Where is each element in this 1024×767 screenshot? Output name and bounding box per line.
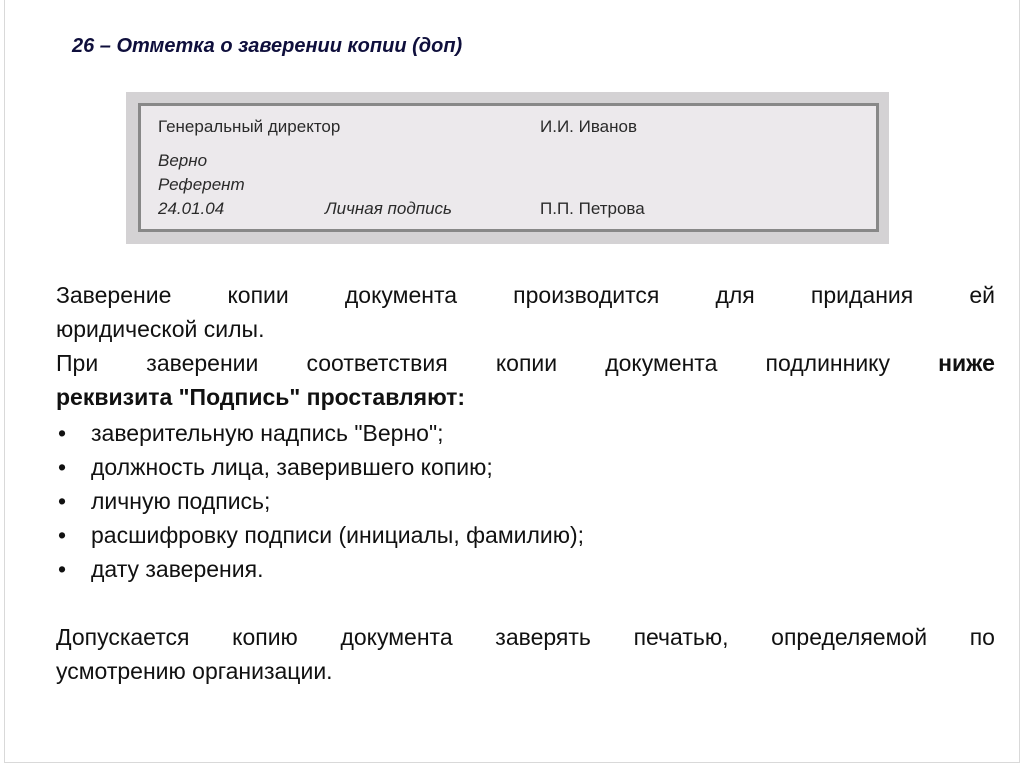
word: придания [810, 282, 914, 308]
list-item: личную подпись; [91, 488, 271, 514]
word: ей [969, 282, 995, 308]
list-item: дату заверения. [91, 556, 264, 582]
paragraph-3-line-1 [56, 620, 995, 654]
word: Заверение [56, 282, 172, 308]
word: документа [605, 350, 718, 376]
bullet-icon: • [58, 488, 67, 514]
word: документа [344, 282, 458, 308]
word: документа [340, 624, 453, 650]
list-item: расшифровку подписи (инициалы, фамилию); [91, 522, 585, 548]
word: определяемой [771, 624, 928, 650]
paragraph-2-line-1 [56, 346, 995, 380]
word: При [56, 350, 99, 376]
word: Допускается [56, 624, 190, 650]
paragraph-2-line-2: реквизита "Подпись" проставляют: [56, 384, 466, 410]
word: соответствия [306, 350, 448, 376]
bullet-icon: • [58, 522, 67, 548]
paragraph-1-line-1 [56, 278, 995, 312]
list-item: заверительную надпись "Верно"; [91, 420, 444, 446]
paragraph-1-line-2: юридической силы. [56, 316, 265, 342]
bullet-icon: • [58, 556, 67, 582]
word: копию [232, 624, 298, 650]
list-item: должность лица, заверившего копию; [91, 454, 493, 480]
word: производится [513, 282, 660, 308]
sample-date: 24.01.04 [158, 199, 225, 218]
bullet-icon: • [58, 454, 67, 480]
sample-director-name: И.И. Иванов [540, 117, 637, 136]
sample-position: Генеральный директор [158, 117, 341, 136]
word: печатью, [633, 624, 729, 650]
sample-signature: Личная подпись [325, 199, 452, 218]
sample-verno: Верно [158, 151, 208, 170]
word: копии [495, 350, 558, 376]
word: заверять [495, 624, 591, 650]
page-title: 26 – Отметка о заверении копии (доп) [72, 35, 463, 57]
word-bold: ниже [938, 350, 995, 376]
word: копии [227, 282, 289, 308]
sample-referent-name: П.П. Петрова [540, 199, 645, 218]
sample-referent: Референт [158, 175, 245, 194]
paragraph-3-line-2: усмотрению организации. [56, 658, 333, 684]
bullet-icon: • [58, 420, 67, 446]
word: подлиннику [765, 350, 891, 376]
word: по [969, 624, 995, 650]
word: заверении [146, 350, 259, 376]
word: для [715, 282, 755, 308]
